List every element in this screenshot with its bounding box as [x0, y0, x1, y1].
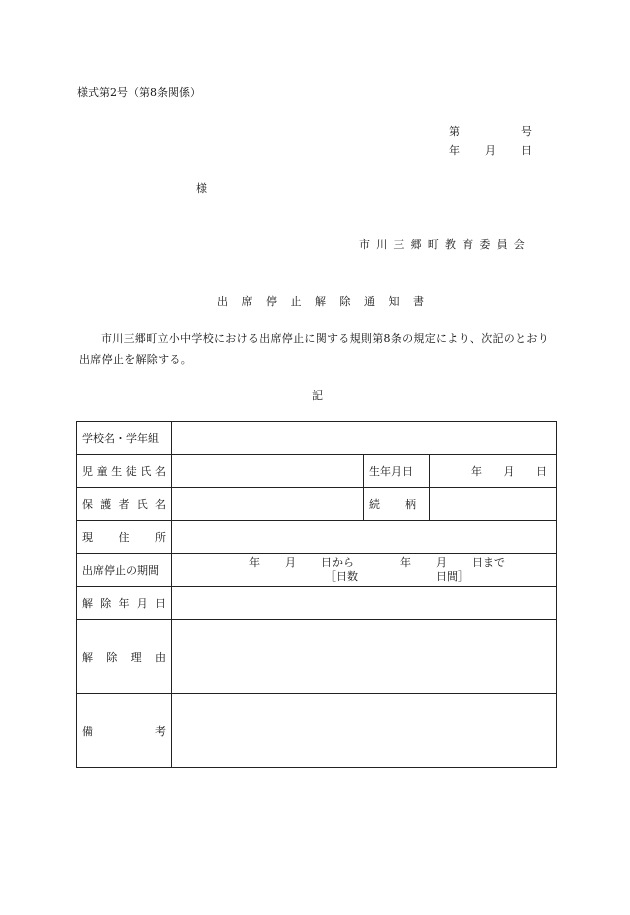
issue-day-label: 日	[521, 144, 532, 157]
release-details-table	[76, 421, 557, 768]
body-text: 市川三郷町立小中学校における出席停止に関する規則第8条の規定により、次記のとおり出席停止を解除する。	[79, 332, 549, 366]
issue-year-label: 年	[449, 144, 460, 157]
address-field[interactable]	[172, 521, 557, 554]
row-address	[77, 521, 557, 554]
row-school	[77, 422, 557, 455]
doc-number-prefix: 第	[449, 125, 460, 138]
birth-date-field[interactable]: 年 月 日	[430, 455, 557, 488]
document-title: 出席停止解除通知書	[217, 295, 438, 308]
doc-number-suffix: 号	[521, 125, 532, 138]
release-reason-label: 解 除 理 由	[77, 620, 172, 694]
issuer-name: 市川三郷町教育委員会	[359, 238, 531, 251]
release-date-field[interactable]	[172, 587, 557, 620]
issue-month-label: 月	[485, 144, 496, 157]
ki-heading: 記	[312, 389, 323, 402]
school-label: 学校名・学年組	[77, 422, 172, 455]
address-label: 現 住 所	[77, 521, 172, 554]
remarks-label: 備 考	[77, 694, 172, 768]
remarks-field[interactable]	[172, 694, 557, 768]
relation-label: 続 柄	[364, 488, 430, 521]
issue-date-line	[449, 142, 532, 158]
row-guardian	[77, 488, 557, 521]
release-date-label: 解 除 年 月 日	[77, 587, 172, 620]
row-student	[77, 455, 557, 488]
release-reason-field[interactable]	[172, 620, 557, 694]
student-name-label: 児 童 生 徒 氏 名	[77, 455, 172, 488]
period-label: 出席停止の期間	[77, 554, 172, 587]
guardian-name-label: 保 護 者 氏 名	[77, 488, 172, 521]
form-number: 様式第2号（第8条関係）	[77, 86, 201, 99]
guardian-name-field[interactable]	[172, 488, 364, 521]
row-reason	[77, 620, 557, 694]
school-field[interactable]	[172, 422, 557, 455]
row-remarks	[77, 694, 557, 768]
birth-date-label: 生年月日	[364, 455, 430, 488]
period-field[interactable]: 年 月 日から 年 月 日まで ［日数 日間］	[172, 554, 557, 587]
student-name-field[interactable]	[172, 455, 364, 488]
relation-field[interactable]	[430, 488, 557, 521]
row-release-date	[77, 587, 557, 620]
document-number-line	[449, 123, 532, 139]
recipient-honorific: 様	[196, 182, 207, 195]
row-period	[77, 554, 557, 587]
